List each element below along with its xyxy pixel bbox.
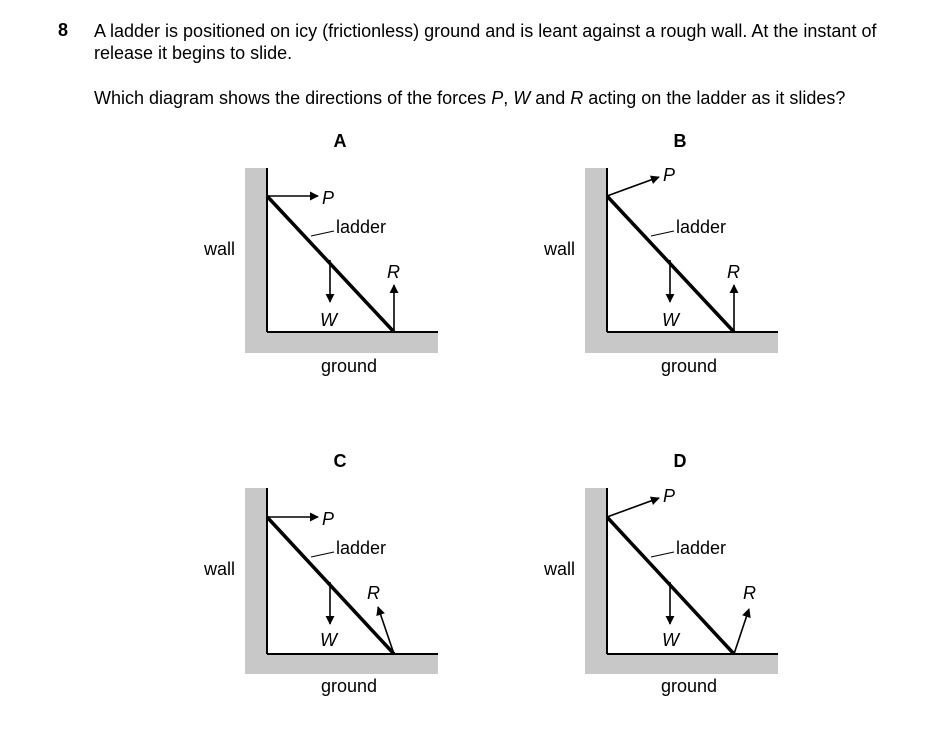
option-b-label-r: R bbox=[727, 262, 740, 282]
option-c-label-wall: wall bbox=[204, 559, 236, 579]
option-a-ladder-pointer bbox=[311, 231, 334, 236]
option-d-letter: D bbox=[673, 451, 687, 471]
prompt-text-2: , bbox=[503, 88, 514, 108]
option-d-label-ground: ground bbox=[661, 676, 718, 696]
option-b-wall-and-ground bbox=[585, 168, 778, 353]
option-d-label-w: W bbox=[662, 630, 679, 650]
option-b-force-p-arrow bbox=[607, 177, 659, 196]
option-c-wall-and-ground bbox=[245, 488, 438, 674]
option-d-ladder-pointer bbox=[651, 552, 674, 557]
option-a-label-ground: ground bbox=[321, 356, 378, 376]
option-a-diagram[interactable] bbox=[203, 131, 438, 376]
option-c-label-p: P bbox=[322, 509, 335, 529]
option-a-label-w: W bbox=[320, 310, 337, 330]
option-a-letter: A bbox=[333, 131, 347, 151]
option-c-label-ground: ground bbox=[321, 676, 378, 696]
option-a-label-r: R bbox=[387, 262, 400, 282]
prompt-symbol-w: W bbox=[513, 88, 531, 108]
option-b-label-p: P bbox=[663, 165, 676, 185]
option-a-label-wall: wall bbox=[204, 239, 236, 259]
option-c-label-w: W bbox=[320, 630, 337, 650]
prompt-text-3: and bbox=[530, 88, 571, 108]
option-d-force-r-arrow bbox=[734, 609, 749, 654]
option-c-label-ladder: ladder bbox=[336, 538, 387, 558]
option-d-label-ladder: ladder bbox=[676, 538, 727, 558]
option-b-letter: B bbox=[673, 131, 687, 151]
option-b-label-w: W bbox=[662, 310, 679, 330]
prompt-symbol-p: P bbox=[491, 88, 504, 108]
option-b-diagram[interactable] bbox=[543, 131, 778, 376]
option-a-label-p: P bbox=[322, 188, 335, 208]
option-d-wall-and-ground bbox=[585, 488, 778, 674]
question-number: 8 bbox=[58, 20, 69, 40]
option-b-label-ladder: ladder bbox=[676, 217, 727, 237]
option-b-label-ground: ground bbox=[661, 356, 718, 376]
option-d-force-p-arrow bbox=[607, 498, 659, 517]
question-stem: A ladder is positioned on icy (frictionless) ground and is leant against a rough wall. At the instant of release it begins to slide. bbox=[94, 21, 877, 63]
option-d-label-wall: wall bbox=[544, 559, 576, 579]
option-a-label-ladder: ladder bbox=[336, 217, 387, 237]
option-b-label-wall: wall bbox=[544, 239, 576, 259]
option-b-ladder-pointer bbox=[651, 231, 674, 236]
option-c-diagram[interactable] bbox=[203, 451, 438, 696]
option-c-label-r: R bbox=[367, 583, 380, 603]
option-d-diagram[interactable] bbox=[543, 451, 778, 696]
option-d-label-r: R bbox=[743, 583, 756, 603]
prompt-text-1: Which diagram shows the directions of the forces bbox=[94, 88, 492, 108]
option-c-ladder-pointer bbox=[311, 552, 334, 557]
prompt-text-4: acting on the ladder as it slides? bbox=[583, 88, 846, 108]
option-c-letter: C bbox=[333, 451, 347, 471]
option-d-label-p: P bbox=[663, 486, 676, 506]
prompt-symbol-r: R bbox=[570, 88, 584, 108]
